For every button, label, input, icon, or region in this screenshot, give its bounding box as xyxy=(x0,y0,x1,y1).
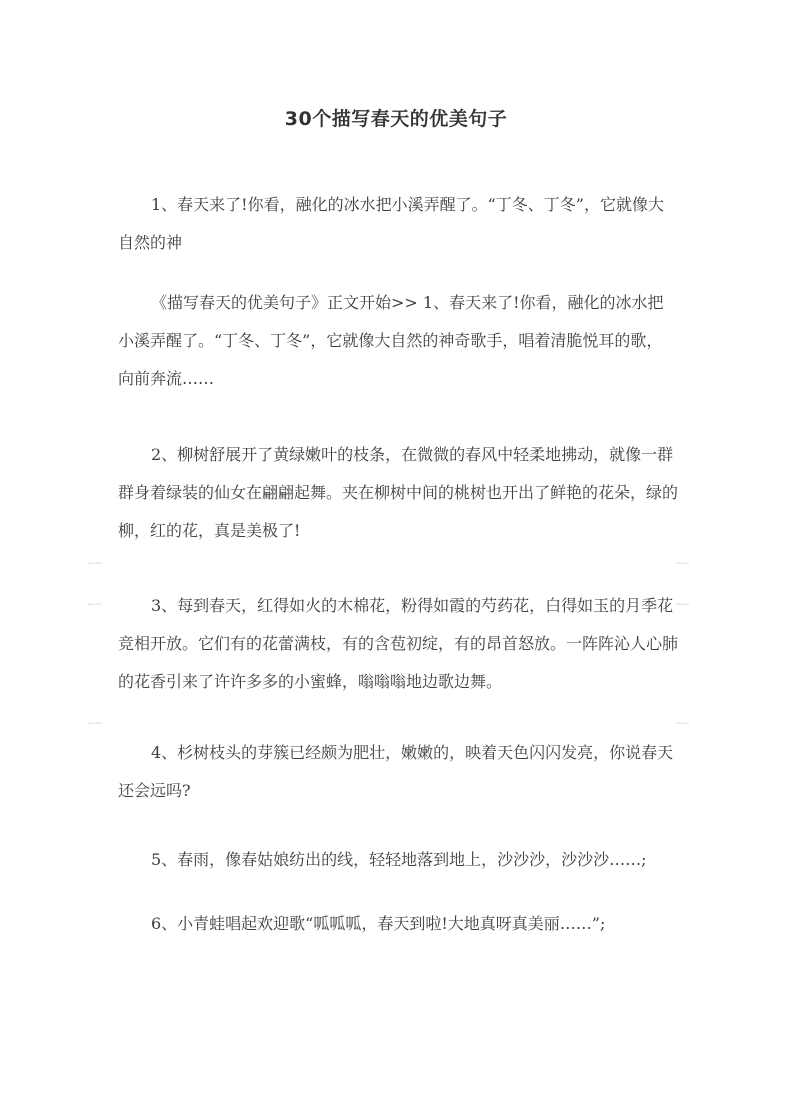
paragraph-4: 3、每到春天，红得如火的木棉花，粉得如霞的芍药花，白得如玉的月季花竞相开放。它们有的花蕾满枝，有的含苞初绽，有的昂首怒放。一阵阵沁人心肺的花香引来了许许多多的小蜜蜂，嗡嗡嗡地边歌边舞。 xyxy=(118,596,679,691)
dot-leader-right-3: …… xyxy=(676,716,691,727)
paragraph-2: 《描写春天的优美句子》正文开始>> 1、春天来了!你看，融化的冰水把小溪弄醒了。“丁冬、丁冬”，它就像大自然的神奇歌手，唱着清脆悦耳的歌，向前奔流…… xyxy=(118,293,664,388)
paragraph-6: 5、春雨，像春姑娘纺出的线，轻轻地落到地上，沙沙沙，沙沙沙……; xyxy=(151,850,647,869)
paragraph-5: 4、杉树枝头的芽簇已经颇为肥壮，嫩嫩的，映着天色闪闪发亮，你说春天还会远吗? xyxy=(118,743,674,800)
paragraph-3: 2、柳树舒展开了黄绿嫩叶的枝条，在微微的春风中轻柔地拂动，就像一群群身着绿装的仙女在翩翩起舞。夹在柳树中间的桃树也开出了鲜艳的花朵，绿的柳，红的花，真是美极了! xyxy=(118,445,679,540)
paragraph-7: 6、小青蛙唱起欢迎歌“呱呱呱，春天到啦!大地真呀真美丽……”; xyxy=(151,914,606,933)
dot-leader-right-1: …… xyxy=(676,556,691,567)
dot-leader-left-2: …… xyxy=(88,597,103,608)
dot-leader-right-2: …… xyxy=(676,597,691,608)
paragraph-1: 1、春天来了!你看，融化的冰水把小溪弄醒了。“丁冬、丁冬”，它就像大自然的神 xyxy=(118,195,664,252)
dot-leader-left-3: …… xyxy=(88,716,103,727)
page-title: 30个描写春天的优美句子 xyxy=(284,108,508,130)
dot-leader-left-1: …… xyxy=(88,556,103,567)
